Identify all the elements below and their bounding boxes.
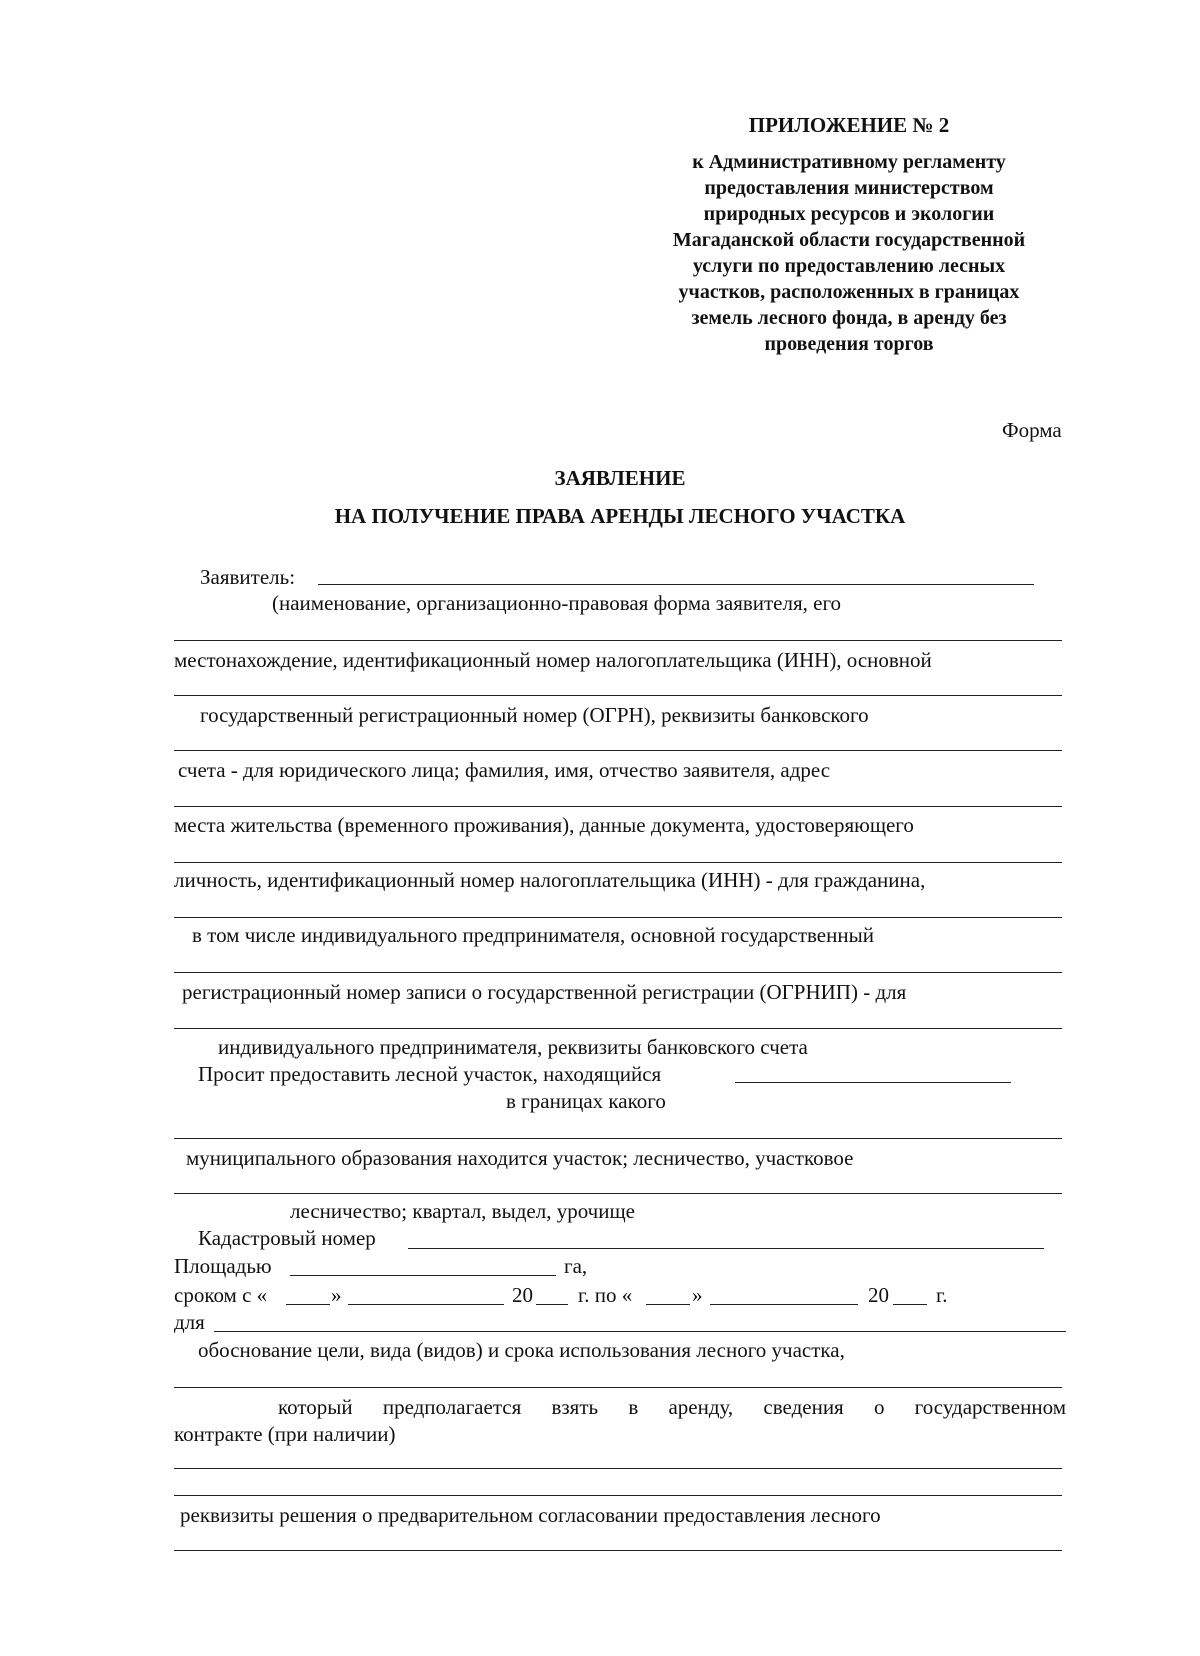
request-line-1[interactable]	[174, 1138, 1062, 1139]
regulation-line-7: земель лесного фонда, в аренду без	[691, 307, 1007, 329]
regulation-line-8: проведения торгов	[764, 333, 934, 355]
term-from-year-field[interactable]	[536, 1304, 568, 1305]
term-to-label: г. по «	[578, 1283, 633, 1307]
term-from-month-field[interactable]	[348, 1304, 504, 1305]
term-to-year-prefix: 20	[868, 1283, 889, 1307]
term-year-suffix: г.	[936, 1283, 948, 1307]
purpose-hint-1: обоснование цели, вида (видов) и срока использования лесного участка,	[198, 1338, 845, 1362]
term-to-month-field[interactable]	[710, 1304, 858, 1305]
form-label: Форма	[1002, 418, 1062, 442]
regulation-line-4: Магаданской области государственной	[672, 229, 1026, 251]
purpose-line-1[interactable]	[174, 1387, 1062, 1388]
request-line-2[interactable]	[174, 1193, 1062, 1194]
applicant-line-2[interactable]	[174, 695, 1062, 696]
purpose-line-2[interactable]	[174, 1468, 1062, 1469]
term-to-year-field[interactable]	[893, 1304, 927, 1305]
area-field[interactable]	[290, 1275, 556, 1276]
purpose-field[interactable]	[214, 1331, 1066, 1332]
applicant-hint-3: государственный регистрационный номер (ОГРН), реквизиты банковского	[200, 703, 869, 727]
applicant-hint-9: индивидуального предпринимателя, реквизиты банковского счета	[218, 1035, 808, 1059]
area-unit: га,	[564, 1254, 588, 1278]
applicant-line-7[interactable]	[174, 972, 1062, 973]
applicant-hint-1: (наименование, организационно-правовая форма заявителя, его	[272, 591, 842, 615]
term-from-year-prefix: 20	[512, 1283, 533, 1307]
applicant-hint-7: в том числе индивидуального предпринимателя, основной государственный	[192, 923, 874, 947]
request-hint-1: в границах какого	[506, 1089, 666, 1113]
regulation-line-6: участков, расположенных в границах	[678, 281, 1020, 303]
term-from-label: сроком с «	[174, 1283, 268, 1307]
term-to-quote: »	[692, 1283, 703, 1307]
decision-line-1[interactable]	[174, 1550, 1062, 1551]
request-hint-2: муниципального образования находится участок; лесничество, участковое	[186, 1146, 854, 1170]
applicant-line-8[interactable]	[174, 1028, 1062, 1029]
appendix-title: ПРИЛОЖЕНИЕ № 2	[748, 113, 950, 137]
cadastral-number-field[interactable]	[408, 1248, 1044, 1249]
purpose-hint-2: который предполагается взять в аренду, сведения о государственном	[278, 1395, 1066, 1419]
term-from-quote: »	[331, 1283, 342, 1307]
regulation-line-5: услуги по предоставлению лесных	[692, 255, 1006, 277]
request-label: Просит предоставить лесной участок, находящийся	[198, 1062, 662, 1086]
regulation-line-2: предоставления министерством	[704, 177, 994, 199]
applicant-line-1[interactable]	[174, 640, 1062, 641]
applicant-line-6[interactable]	[174, 917, 1062, 918]
regulation-line-3: природных ресурсов и экологии	[703, 203, 995, 225]
applicant-hint-5: места жительства (временного проживания), данные документа, удостоверяющего	[174, 813, 914, 837]
applicant-line-4[interactable]	[174, 806, 1062, 807]
applicant-line-3[interactable]	[174, 750, 1062, 751]
applicant-hint-4: счета - для юридического лица; фамилия, имя, отчество заявителя, адрес	[178, 758, 831, 782]
purpose-label: для	[174, 1310, 205, 1334]
purpose-hint-3: контракте (при наличии)	[174, 1422, 396, 1446]
request-hint-3: лесничество; квартал, выдел, урочище	[290, 1199, 635, 1223]
applicant-hint-2: местонахождение, идентификационный номер налогоплательщика (ИНН), основной	[174, 648, 932, 672]
applicant-field[interactable]	[318, 584, 1034, 585]
applicant-label: Заявитель:	[200, 565, 296, 589]
document-title: ЗАЯВЛЕНИЕ	[554, 466, 686, 490]
applicant-hint-6: личность, идентификационный номер налогоплательщика (ИНН) - для гражданина,	[174, 868, 926, 892]
applicant-line-5[interactable]	[174, 862, 1062, 863]
cadastral-label: Кадастровый номер	[198, 1226, 376, 1250]
term-from-day-field[interactable]	[286, 1304, 330, 1305]
term-to-day-field[interactable]	[646, 1304, 690, 1305]
decision-hint: реквизиты решения о предварительном согласовании предоставления лесного	[180, 1503, 881, 1527]
request-location-field[interactable]	[735, 1082, 1011, 1083]
regulation-line-1: к Административному регламенту	[692, 151, 1006, 173]
purpose-line-3[interactable]	[174, 1495, 1062, 1496]
area-label: Площадью	[174, 1254, 272, 1278]
applicant-hint-8: регистрационный номер записи о государственной регистрации (ОГРНИП) - для	[182, 980, 907, 1004]
document-subtitle: НА ПОЛУЧЕНИЕ ПРАВА АРЕНДЫ ЛЕСНОГО УЧАСТКА	[334, 504, 906, 528]
